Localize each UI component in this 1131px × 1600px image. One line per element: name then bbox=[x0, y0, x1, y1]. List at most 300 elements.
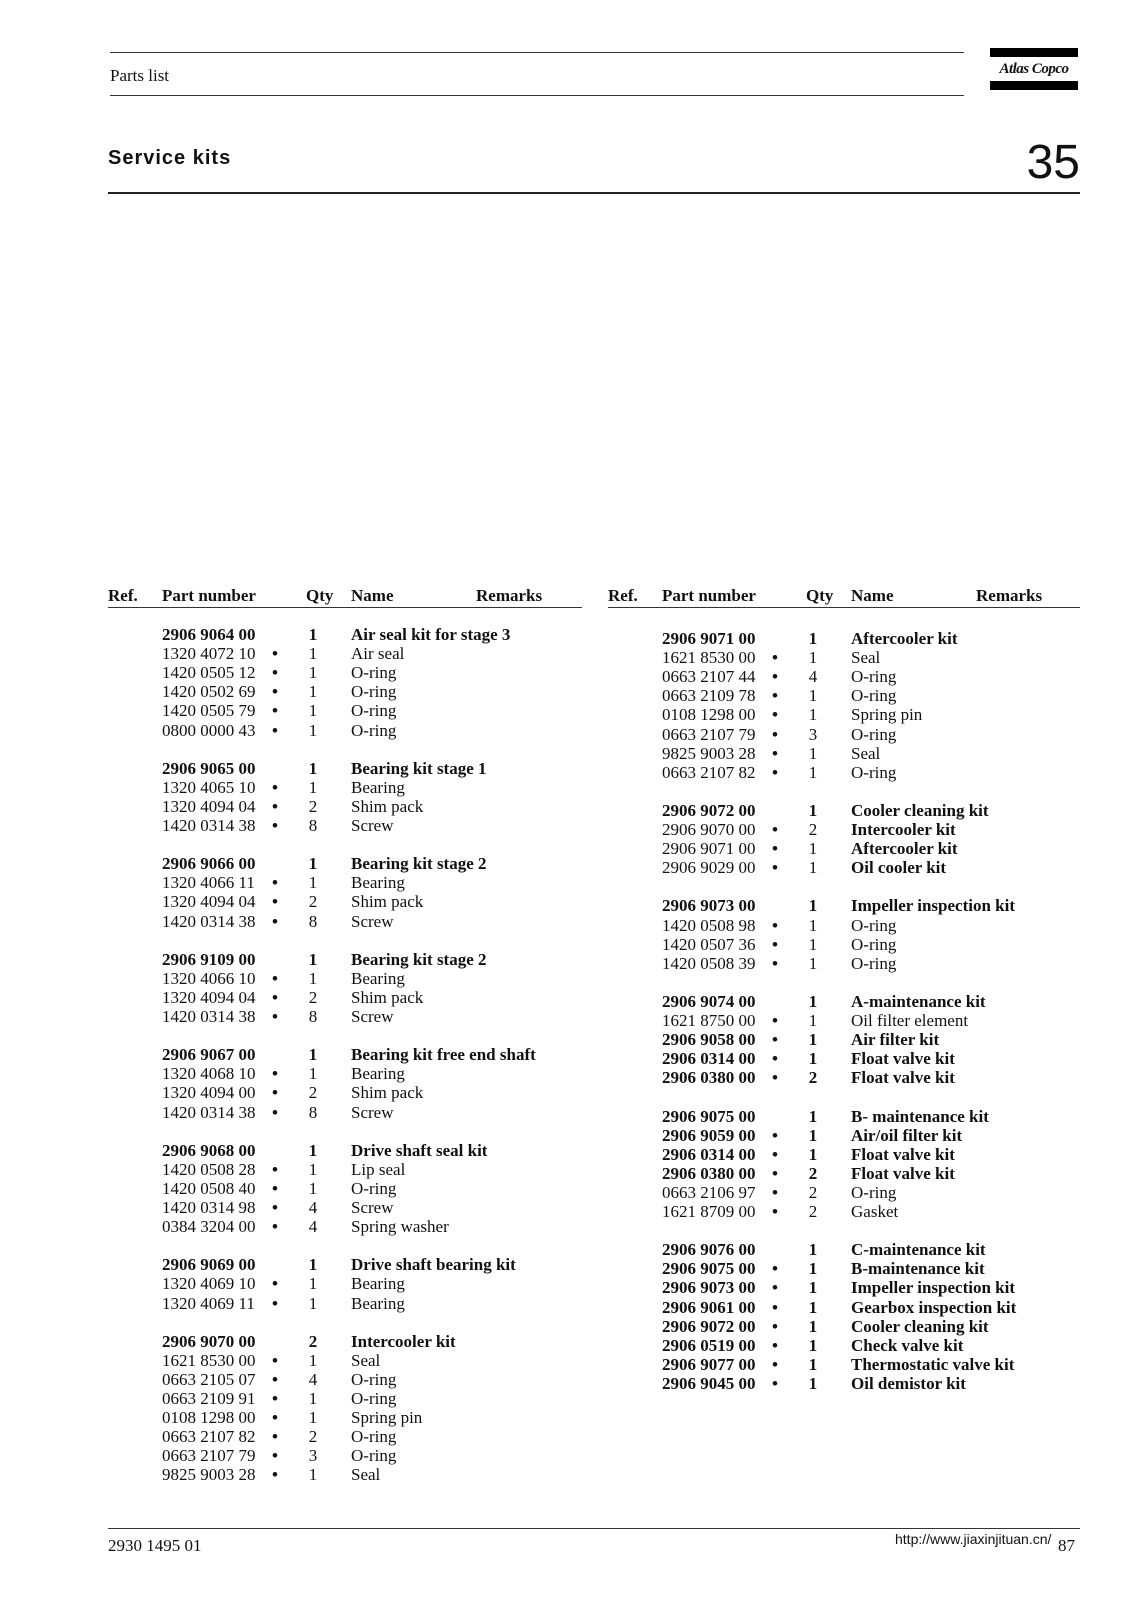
part-number: 1420 0507 36 bbox=[662, 934, 756, 954]
part-name: Bearing bbox=[351, 873, 405, 893]
part-number: 1420 0508 28 bbox=[162, 1159, 256, 1179]
kit-content-bullet: • bbox=[272, 1465, 278, 1485]
part-name: Intercooler kit bbox=[851, 820, 956, 839]
part-number: 1320 4094 00 bbox=[162, 1083, 256, 1103]
kit-content-bullet: • bbox=[272, 1198, 278, 1217]
kit-content-bullet: • bbox=[772, 915, 778, 935]
part-number: 1420 0508 40 bbox=[162, 1178, 256, 1198]
brand-logo-text: Atlas Copco bbox=[999, 61, 1069, 77]
part-qty: 1 bbox=[808, 705, 818, 725]
part-qty: 1 bbox=[808, 934, 818, 954]
part-number: 1320 4094 04 bbox=[162, 796, 256, 816]
part-number: 2906 0314 00 bbox=[662, 1049, 756, 1069]
header-bottom-rule bbox=[110, 95, 964, 96]
part-qty: 1 bbox=[308, 777, 318, 797]
part-number: 1621 8750 00 bbox=[662, 1011, 756, 1030]
part-number: 1320 4072 10 bbox=[162, 644, 256, 664]
kit-content-bullet: • bbox=[772, 820, 778, 839]
kit-content-bullet: • bbox=[772, 1049, 778, 1069]
kit-content-bullet: • bbox=[272, 892, 278, 912]
part-qty: 1 bbox=[308, 968, 318, 988]
part-qty: 1 bbox=[808, 915, 818, 935]
part-qty: 1 bbox=[308, 1255, 318, 1275]
kit-content-bullet: • bbox=[772, 953, 778, 973]
kit-content-bullet: • bbox=[772, 1182, 778, 1202]
part-qty: 1 bbox=[308, 758, 318, 778]
kit-content-bullet: • bbox=[272, 796, 278, 816]
part-number: 2906 9070 00 bbox=[662, 820, 756, 839]
part-qty: 1 bbox=[808, 629, 818, 648]
part-name: Spring washer bbox=[351, 1217, 449, 1237]
title-rule bbox=[108, 192, 1080, 194]
part-qty: 2 bbox=[808, 1202, 818, 1221]
part-name: O-ring bbox=[351, 1389, 397, 1408]
part-qty: 1 bbox=[308, 720, 318, 740]
kit-content-bullet: • bbox=[272, 1369, 278, 1389]
part-name: O-ring bbox=[851, 915, 897, 935]
part-name: Screw bbox=[351, 911, 394, 931]
kit-content-bullet: • bbox=[272, 682, 278, 702]
part-number: 2906 9073 00 bbox=[662, 896, 756, 916]
part-number: 2906 9071 00 bbox=[662, 839, 756, 859]
kit-content-bullet: • bbox=[772, 648, 778, 668]
part-number: 0663 2109 91 bbox=[162, 1389, 256, 1408]
part-qty: 1 bbox=[808, 1316, 818, 1336]
part-number: 1420 0314 38 bbox=[162, 816, 256, 835]
part-number: 2906 9075 00 bbox=[662, 1106, 756, 1126]
part-number: 2906 9068 00 bbox=[162, 1140, 256, 1160]
part-name: O-ring bbox=[351, 682, 397, 702]
part-number: 2906 9065 00 bbox=[162, 758, 256, 778]
part-number: 0384 3204 00 bbox=[162, 1217, 256, 1237]
part-qty: 1 bbox=[808, 686, 818, 706]
part-name: Impeller inspection kit bbox=[851, 896, 1016, 916]
part-qty: 1 bbox=[308, 1350, 318, 1370]
part-name: Screw bbox=[351, 816, 394, 835]
section-number: 35 bbox=[1026, 136, 1080, 189]
kit-content-bullet: • bbox=[772, 839, 778, 859]
part-number: 2906 9073 00 bbox=[662, 1278, 756, 1298]
part-number: 1320 4094 04 bbox=[162, 892, 256, 912]
brand-logo bbox=[990, 48, 1078, 90]
part-name: O-ring bbox=[851, 934, 897, 954]
part-number: 2906 9077 00 bbox=[662, 1354, 756, 1374]
kit-content-bullet: • bbox=[772, 1373, 778, 1393]
part-number: 1420 0314 98 bbox=[162, 1198, 256, 1217]
part-number: 2906 9058 00 bbox=[662, 1030, 756, 1050]
kit-content-bullet: • bbox=[272, 968, 278, 988]
kit-content-bullet: • bbox=[272, 873, 278, 893]
col-remarks-left: Remarks bbox=[476, 586, 543, 605]
part-name: Aftercooler kit bbox=[851, 629, 958, 648]
part-qty: 1 bbox=[308, 701, 318, 721]
part-name: O-ring bbox=[351, 663, 397, 683]
doc-number: 2930 1495 01 bbox=[108, 1536, 202, 1555]
part-qty: 1 bbox=[308, 682, 318, 702]
part-name: Intercooler kit bbox=[351, 1331, 456, 1351]
part-name: Bearing bbox=[351, 1274, 405, 1294]
part-name: Cooler cleaning kit bbox=[851, 1316, 989, 1336]
kit-content-bullet: • bbox=[272, 1293, 278, 1313]
part-number: 0663 2105 07 bbox=[162, 1369, 256, 1389]
part-number: 1420 0505 12 bbox=[162, 663, 256, 683]
part-number: 0663 2107 82 bbox=[662, 762, 756, 782]
part-qty: 8 bbox=[308, 1007, 318, 1026]
part-name: Check valve kit bbox=[851, 1335, 964, 1355]
part-name: O-ring bbox=[851, 724, 897, 744]
kit-content-bullet: • bbox=[272, 1408, 278, 1428]
kit-content-bullet: • bbox=[772, 1125, 778, 1145]
part-number: 1420 0314 38 bbox=[162, 911, 256, 931]
part-qty: 1 bbox=[308, 1178, 318, 1198]
part-name: Screw bbox=[351, 1102, 394, 1122]
part-name: Aftercooler kit bbox=[851, 839, 958, 859]
part-qty: 4 bbox=[308, 1198, 318, 1217]
part-number: 1320 4066 10 bbox=[162, 968, 256, 988]
part-qty: 1 bbox=[808, 648, 818, 668]
col-part-left: Part number bbox=[162, 586, 256, 605]
part-name: Bearing bbox=[351, 968, 405, 988]
part-name: Bearing kit stage 1 bbox=[351, 758, 487, 778]
part-number: 2906 9071 00 bbox=[662, 629, 756, 648]
part-name: Drive shaft seal kit bbox=[351, 1140, 488, 1160]
part-name: Gearbox inspection kit bbox=[851, 1297, 1017, 1317]
part-name: Float valve kit bbox=[851, 1144, 955, 1164]
part-name: O-ring bbox=[851, 762, 897, 782]
kit-content-bullet: • bbox=[772, 1068, 778, 1088]
part-name: Shim pack bbox=[351, 796, 424, 816]
kit-content-bullet: • bbox=[772, 1278, 778, 1298]
part-number: 2906 0314 00 bbox=[662, 1144, 756, 1164]
kit-content-bullet: • bbox=[772, 1259, 778, 1279]
part-qty: 1 bbox=[308, 1159, 318, 1179]
part-number: 1420 0508 39 bbox=[662, 953, 756, 973]
part-name: Cooler cleaning kit bbox=[851, 800, 989, 820]
part-number: 1320 4066 11 bbox=[162, 873, 255, 893]
part-qty: 1 bbox=[808, 1259, 818, 1279]
kit-content-bullet: • bbox=[772, 762, 778, 782]
part-qty: 1 bbox=[808, 896, 818, 916]
part-name: Oil cooler kit bbox=[851, 858, 947, 878]
part-name: Bearing kit stage 2 bbox=[351, 949, 487, 969]
part-qty: 1 bbox=[308, 873, 318, 893]
part-name: Shim pack bbox=[351, 1083, 424, 1103]
part-number: 2906 9029 00 bbox=[662, 858, 756, 878]
part-qty: 1 bbox=[808, 991, 818, 1011]
part-name: C-maintenance kit bbox=[851, 1240, 986, 1260]
part-number: 0663 2109 78 bbox=[662, 686, 756, 706]
part-name: Bearing bbox=[351, 777, 405, 797]
part-number: 0108 1298 00 bbox=[662, 705, 756, 725]
kit-content-bullet: • bbox=[772, 858, 778, 878]
part-qty: 1 bbox=[308, 1064, 318, 1084]
part-qty: 1 bbox=[808, 839, 818, 859]
kit-content-bullet: • bbox=[272, 644, 278, 664]
col-part-right: Part number bbox=[662, 586, 756, 605]
part-name: Shim pack bbox=[351, 987, 424, 1007]
part-name: O-ring bbox=[351, 1178, 397, 1198]
part-number: 1621 8530 00 bbox=[662, 648, 756, 668]
part-name: Float valve kit bbox=[851, 1068, 955, 1088]
col-remarks-right: Remarks bbox=[976, 586, 1043, 605]
part-number: 0663 2107 79 bbox=[662, 724, 756, 744]
kit-content-bullet: • bbox=[772, 1030, 778, 1050]
part-qty: 1 bbox=[808, 1144, 818, 1164]
col-name-left: Name bbox=[351, 586, 394, 605]
part-number: 2906 9061 00 bbox=[662, 1297, 756, 1317]
kit-content-bullet: • bbox=[772, 705, 778, 725]
part-qty: 1 bbox=[808, 1030, 818, 1050]
part-qty: 1 bbox=[308, 1389, 318, 1408]
part-name: O-ring bbox=[851, 686, 897, 706]
kit-content-bullet: • bbox=[772, 1163, 778, 1183]
part-number: 2906 0380 00 bbox=[662, 1163, 756, 1183]
part-name: Spring pin bbox=[351, 1408, 423, 1428]
part-name: O-ring bbox=[351, 1369, 397, 1389]
part-number: 1320 4065 10 bbox=[162, 777, 256, 797]
part-number: 1420 0505 79 bbox=[162, 701, 256, 721]
part-qty: 1 bbox=[308, 625, 318, 644]
part-name: Air seal bbox=[351, 644, 405, 664]
part-name: Oil demistor kit bbox=[851, 1373, 966, 1393]
part-qty: 1 bbox=[308, 949, 318, 969]
part-name: Oil filter element bbox=[851, 1011, 969, 1030]
part-qty: 4 bbox=[308, 1369, 318, 1389]
part-number: 0800 0000 43 bbox=[162, 720, 256, 740]
part-number: 1621 8530 00 bbox=[162, 1350, 256, 1370]
part-name: Air seal kit for stage 3 bbox=[351, 625, 511, 644]
part-name: Seal bbox=[851, 743, 881, 763]
part-name: Drive shaft bearing kit bbox=[351, 1255, 516, 1275]
part-name: B- maintenance kit bbox=[851, 1106, 989, 1126]
kit-content-bullet: • bbox=[772, 1316, 778, 1336]
kit-content-bullet: • bbox=[272, 816, 278, 835]
part-qty: 1 bbox=[808, 1125, 818, 1145]
kit-content-bullet: • bbox=[272, 1007, 278, 1026]
kit-content-bullet: • bbox=[772, 667, 778, 687]
part-name: Seal bbox=[351, 1465, 381, 1485]
part-number: 1420 0508 98 bbox=[662, 915, 756, 935]
part-name: Spring pin bbox=[851, 705, 923, 725]
part-number: 9825 9003 28 bbox=[662, 743, 756, 763]
col-ref-left: Ref. bbox=[108, 586, 138, 605]
kit-content-bullet: • bbox=[272, 1159, 278, 1179]
part-number: 0108 1298 00 bbox=[162, 1408, 256, 1428]
part-name: O-ring bbox=[351, 1427, 397, 1447]
header-top-rule bbox=[110, 52, 964, 53]
part-qty: 1 bbox=[808, 1240, 818, 1260]
part-qty: 1 bbox=[808, 953, 818, 973]
part-number: 1320 4068 10 bbox=[162, 1064, 256, 1084]
part-qty: 1 bbox=[308, 1293, 318, 1313]
part-qty: 2 bbox=[308, 1331, 318, 1351]
page-number: 87 bbox=[1058, 1536, 1075, 1555]
part-qty: 2 bbox=[308, 987, 318, 1007]
part-qty: 2 bbox=[808, 1068, 818, 1088]
part-qty: 1 bbox=[808, 762, 818, 782]
part-name: Air/oil filter kit bbox=[851, 1125, 963, 1145]
col-header-rule-right bbox=[608, 607, 1080, 608]
part-name: Bearing bbox=[351, 1293, 405, 1313]
part-number: 2906 0519 00 bbox=[662, 1335, 756, 1355]
part-qty: 2 bbox=[308, 1083, 318, 1103]
part-name: B-maintenance kit bbox=[851, 1259, 985, 1279]
part-name: Bearing kit free end shaft bbox=[351, 1045, 536, 1065]
part-qty: 1 bbox=[808, 1297, 818, 1317]
source-url[interactable]: http://www.jiaxinjituan.cn/ bbox=[895, 1531, 1052, 1547]
part-name: Thermostatic valve kit bbox=[851, 1354, 1015, 1374]
part-qty: 1 bbox=[308, 1045, 318, 1065]
part-name: Seal bbox=[851, 648, 881, 668]
part-number: 2906 9064 00 bbox=[162, 625, 256, 644]
part-qty: 1 bbox=[308, 644, 318, 664]
part-qty: 3 bbox=[308, 1446, 318, 1466]
part-name: O-ring bbox=[351, 701, 397, 721]
part-number: 2906 0380 00 bbox=[662, 1068, 756, 1088]
kit-content-bullet: • bbox=[272, 1350, 278, 1370]
part-name: A-maintenance kit bbox=[851, 991, 986, 1011]
col-name-right: Name bbox=[851, 586, 894, 605]
part-qty: 1 bbox=[308, 1140, 318, 1160]
part-number: 2906 9076 00 bbox=[662, 1240, 756, 1260]
part-number: 0663 2107 79 bbox=[162, 1446, 256, 1466]
kit-content-bullet: • bbox=[772, 1144, 778, 1164]
part-name: Seal bbox=[351, 1350, 381, 1370]
part-number: 2906 9059 00 bbox=[662, 1125, 756, 1145]
part-qty: 2 bbox=[808, 820, 818, 839]
part-qty: 1 bbox=[808, 1354, 818, 1374]
kit-content-bullet: • bbox=[272, 1217, 278, 1237]
part-qty: 1 bbox=[808, 1373, 818, 1393]
part-qty: 1 bbox=[308, 663, 318, 683]
part-name: O-ring bbox=[351, 1446, 397, 1466]
kit-content-bullet: • bbox=[272, 720, 278, 740]
part-qty: 8 bbox=[308, 911, 318, 931]
part-number: 1320 4094 04 bbox=[162, 987, 256, 1007]
part-number: 9825 9003 28 bbox=[162, 1465, 256, 1485]
part-number: 1320 4069 10 bbox=[162, 1274, 256, 1294]
part-number: 2906 9075 00 bbox=[662, 1259, 756, 1279]
part-name: Screw bbox=[351, 1007, 394, 1026]
part-qty: 1 bbox=[808, 800, 818, 820]
part-qty: 1 bbox=[808, 1335, 818, 1355]
kit-content-bullet: • bbox=[772, 743, 778, 763]
part-qty: 2 bbox=[308, 892, 318, 912]
kit-content-bullet: • bbox=[772, 1011, 778, 1030]
part-number: 2906 9069 00 bbox=[162, 1255, 256, 1275]
part-name: O-ring bbox=[351, 720, 397, 740]
part-qty: 1 bbox=[308, 1465, 318, 1485]
part-number: 2906 9045 00 bbox=[662, 1373, 756, 1393]
footer-rule bbox=[108, 1528, 1080, 1529]
part-qty: 2 bbox=[308, 1427, 318, 1447]
kit-content-bullet: • bbox=[772, 1297, 778, 1317]
part-name: O-ring bbox=[851, 1182, 897, 1202]
kit-content-bullet: • bbox=[272, 1083, 278, 1103]
part-number: 2906 9072 00 bbox=[662, 800, 756, 820]
part-qty: 1 bbox=[808, 743, 818, 763]
col-header-rule-left bbox=[108, 607, 582, 608]
header-label: Parts list bbox=[110, 66, 170, 85]
col-ref-right: Ref. bbox=[608, 586, 638, 605]
part-qty: 1 bbox=[808, 1278, 818, 1298]
part-number: 2906 9072 00 bbox=[662, 1316, 756, 1336]
part-qty: 2 bbox=[308, 796, 318, 816]
kit-content-bullet: • bbox=[272, 1446, 278, 1466]
kit-content-bullet: • bbox=[272, 777, 278, 797]
kit-content-bullet: • bbox=[272, 1389, 278, 1408]
part-name: Screw bbox=[351, 1198, 394, 1217]
part-qty: 1 bbox=[308, 1274, 318, 1294]
part-name: Gasket bbox=[851, 1202, 899, 1221]
part-qty: 1 bbox=[808, 1106, 818, 1126]
part-qty: 4 bbox=[308, 1217, 318, 1237]
part-name: O-ring bbox=[851, 667, 897, 687]
part-number: 1320 4069 11 bbox=[162, 1293, 255, 1313]
part-number: 2906 9109 00 bbox=[162, 949, 256, 969]
part-name: Impeller inspection kit bbox=[851, 1278, 1016, 1298]
kit-content-bullet: • bbox=[272, 911, 278, 931]
kit-content-bullet: • bbox=[272, 701, 278, 721]
kit-content-bullet: • bbox=[272, 1102, 278, 1122]
part-number: 2906 9067 00 bbox=[162, 1045, 256, 1065]
part-number: 1621 8709 00 bbox=[662, 1202, 756, 1221]
part-number: 2906 9070 00 bbox=[162, 1331, 256, 1351]
part-number: 0663 2106 97 bbox=[662, 1182, 756, 1202]
kit-content-bullet: • bbox=[272, 987, 278, 1007]
part-name: Float valve kit bbox=[851, 1163, 955, 1183]
kit-content-bullet: • bbox=[772, 724, 778, 744]
kit-content-bullet: • bbox=[772, 934, 778, 954]
part-name: Float valve kit bbox=[851, 1049, 955, 1069]
kit-content-bullet: • bbox=[772, 1202, 778, 1221]
part-qty: 3 bbox=[808, 724, 818, 744]
part-qty: 1 bbox=[308, 1408, 318, 1428]
part-number: 0663 2107 44 bbox=[662, 667, 756, 687]
kit-content-bullet: • bbox=[772, 1354, 778, 1374]
part-name: Air filter kit bbox=[851, 1030, 940, 1050]
part-number: 1420 0314 38 bbox=[162, 1102, 256, 1122]
kit-content-bullet: • bbox=[772, 686, 778, 706]
part-number: 1420 0502 69 bbox=[162, 682, 256, 702]
part-name: O-ring bbox=[851, 953, 897, 973]
part-qty: 1 bbox=[808, 858, 818, 878]
part-name: Shim pack bbox=[351, 892, 424, 912]
kit-content-bullet: • bbox=[272, 1427, 278, 1447]
col-qty-right: Qty bbox=[806, 586, 834, 605]
part-qty: 2 bbox=[808, 1163, 818, 1183]
part-name: Bearing bbox=[351, 1064, 405, 1084]
part-name: Lip seal bbox=[351, 1159, 406, 1179]
part-number: 0663 2107 82 bbox=[162, 1427, 256, 1447]
kit-content-bullet: • bbox=[272, 1064, 278, 1084]
kit-content-bullet: • bbox=[772, 1335, 778, 1355]
page-title: Service kits bbox=[108, 147, 232, 169]
col-qty-left: Qty bbox=[306, 586, 334, 605]
kit-content-bullet: • bbox=[272, 1178, 278, 1198]
part-qty: 1 bbox=[308, 854, 318, 874]
part-qty: 2 bbox=[808, 1182, 818, 1202]
part-qty: 1 bbox=[808, 1011, 818, 1030]
part-number: 2906 9066 00 bbox=[162, 854, 256, 874]
part-qty: 8 bbox=[308, 1102, 318, 1122]
part-qty: 4 bbox=[808, 667, 818, 687]
part-number: 1420 0314 38 bbox=[162, 1007, 256, 1026]
kit-content-bullet: • bbox=[272, 663, 278, 683]
part-qty: 1 bbox=[808, 1049, 818, 1069]
part-qty: 8 bbox=[308, 816, 318, 835]
part-number: 2906 9074 00 bbox=[662, 991, 756, 1011]
